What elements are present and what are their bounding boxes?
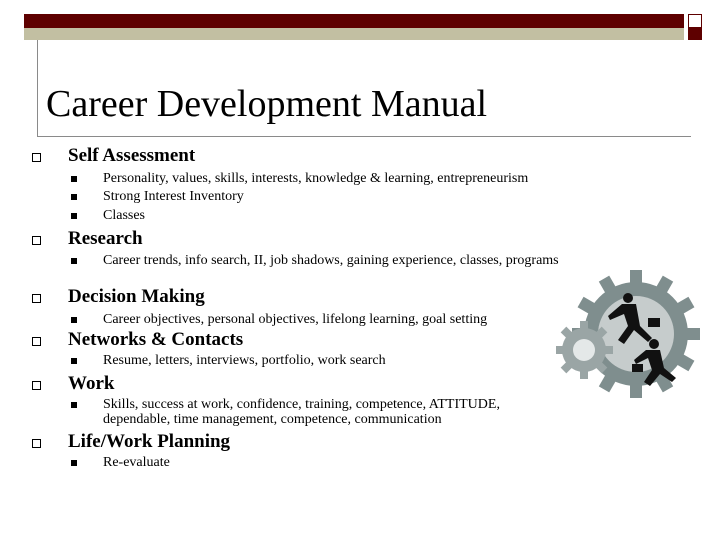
item-bullet-icon	[71, 317, 77, 323]
gears-businessmen-icon	[556, 264, 706, 414]
item-bullet-icon	[71, 358, 77, 364]
item-bullet-icon	[71, 176, 77, 182]
list-item: Resume, letters, interviews, portfolio, work search	[103, 353, 386, 368]
section-bullet-icon	[32, 337, 41, 346]
list-item: Career objectives, personal objectives, lifelong learning, goal setting	[103, 312, 488, 327]
section-heading-decision-making: Decision Making	[68, 286, 205, 307]
list-item: Skills, success at work, confidence, training, competence, ATTITUDE, dependable, time management, competence, communication	[103, 397, 500, 427]
item-bullet-icon	[71, 213, 77, 219]
slide-title: Career Development Manual	[46, 83, 488, 125]
section-bullet-icon	[32, 294, 41, 303]
section-bullet-icon	[32, 236, 41, 245]
section-heading-self-assessment: Self Assessment	[68, 145, 196, 166]
item-bullet-icon	[71, 258, 77, 264]
item-bullet-icon	[71, 402, 77, 408]
list-item: Personality, values, skills, interests, knowledge & learning, entrepreneurism	[103, 171, 529, 186]
section-heading-research: Research	[68, 228, 143, 249]
section-bullet-icon	[32, 153, 41, 162]
list-item: Career trends, info search, II, job shadows, gaining experience, classes, programs	[103, 253, 559, 268]
section-heading-work: Work	[68, 373, 115, 394]
list-item: Classes	[103, 208, 145, 223]
section-heading-networks-contacts: Networks & Contacts	[68, 329, 244, 350]
list-item: Re-evaluate	[103, 455, 170, 470]
item-bullet-icon	[71, 194, 77, 200]
section-bullet-icon	[32, 439, 41, 448]
section-heading-life-work-planning: Life/Work Planning	[68, 431, 231, 452]
list-item: Strong Interest Inventory	[103, 189, 244, 204]
item-bullet-icon	[71, 460, 77, 466]
section-bullet-icon	[32, 381, 41, 390]
